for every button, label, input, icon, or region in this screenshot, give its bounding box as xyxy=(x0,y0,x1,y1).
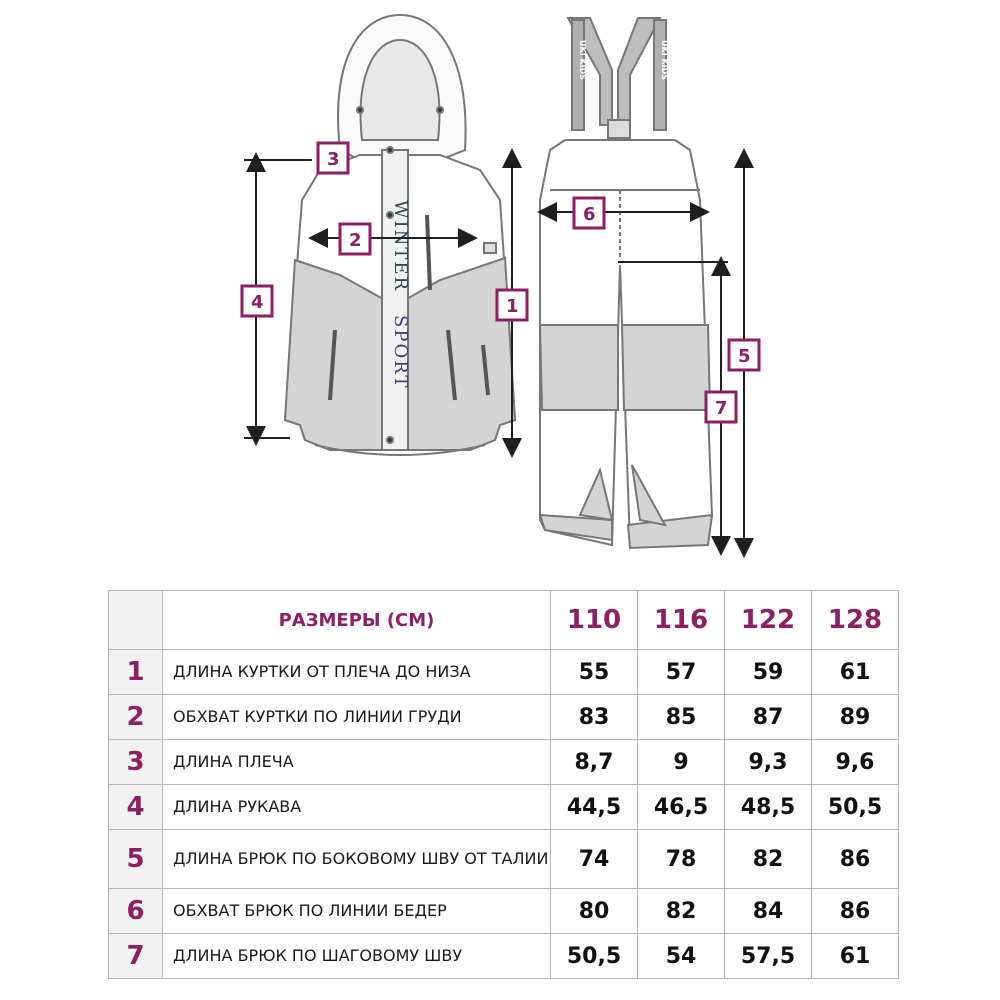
pants-drawing xyxy=(540,18,712,548)
row-value: 57,5 xyxy=(725,934,812,979)
row-label: ДЛИНА БРЮК ПО БОКОВОМУ ШВУ ОТ ТАЛИИ xyxy=(163,830,551,889)
strap-text-right: UKI KIDS xyxy=(660,40,669,81)
jacket-text-winter: WINTER xyxy=(390,200,411,293)
row-value: 80 xyxy=(551,889,638,934)
row-value: 61 xyxy=(812,650,899,695)
jacket-text-sport: SPORT xyxy=(390,315,411,390)
row-label: ОБХВАТ БРЮК ПО ЛИНИИ БЕДЕР xyxy=(163,889,551,934)
row-value: 87 xyxy=(725,695,812,740)
strap-text-left: UKI KIDS xyxy=(578,40,587,81)
table-corner-cell xyxy=(109,591,163,650)
row-value: 78 xyxy=(638,830,725,889)
size-116: 116 xyxy=(638,591,725,650)
badge-3 xyxy=(318,143,348,173)
size-table xyxy=(108,590,899,979)
table-row xyxy=(109,695,899,740)
row-value: 85 xyxy=(638,695,725,740)
table-row xyxy=(109,830,899,889)
row-label: ДЛИНА РУКАВА xyxy=(163,785,551,830)
row-value: 74 xyxy=(551,830,638,889)
row-value: 50,5 xyxy=(812,785,899,830)
row-value: 83 xyxy=(551,695,638,740)
row-label: ДЛИНА КУРТКИ ОТ ПЛЕЧА ДО НИЗА xyxy=(163,650,551,695)
row-value: 82 xyxy=(638,889,725,934)
row-value: 50,5 xyxy=(551,934,638,979)
badge-5 xyxy=(729,340,759,370)
svg-text:1: 1 xyxy=(506,296,519,317)
row-number: 6 xyxy=(109,889,163,934)
svg-text:3: 3 xyxy=(327,149,340,170)
table-row xyxy=(109,785,899,830)
table-row xyxy=(109,889,899,934)
row-value: 86 xyxy=(812,889,899,934)
table-row xyxy=(109,650,899,695)
row-value: 89 xyxy=(812,695,899,740)
row-number: 5 xyxy=(109,830,163,889)
row-value: 9,6 xyxy=(812,740,899,785)
row-value: 9,3 xyxy=(725,740,812,785)
table-row xyxy=(109,934,899,979)
badge-2 xyxy=(340,224,370,254)
row-number: 2 xyxy=(109,695,163,740)
badge-7 xyxy=(706,392,736,422)
row-value: 59 xyxy=(725,650,812,695)
size-122: 122 xyxy=(725,591,812,650)
row-number: 7 xyxy=(109,934,163,979)
row-value: 46,5 xyxy=(638,785,725,830)
row-value: 55 xyxy=(551,650,638,695)
row-value: 86 xyxy=(812,830,899,889)
table-header-row xyxy=(109,591,899,650)
svg-text:6: 6 xyxy=(583,204,596,225)
svg-text:7: 7 xyxy=(715,398,728,419)
row-value: 54 xyxy=(638,934,725,979)
row-label: ОБХВАТ КУРТКИ ПО ЛИНИИ ГРУДИ xyxy=(163,695,551,740)
row-number: 4 xyxy=(109,785,163,830)
row-value: 9 xyxy=(638,740,725,785)
badge-4 xyxy=(242,286,272,316)
row-value: 82 xyxy=(725,830,812,889)
svg-text:4: 4 xyxy=(251,292,264,313)
row-value: 8,7 xyxy=(551,740,638,785)
row-label: ДЛИНА ПЛЕЧА xyxy=(163,740,551,785)
badge-6 xyxy=(574,198,604,228)
row-value: 57 xyxy=(638,650,725,695)
row-value: 61 xyxy=(812,934,899,979)
row-value: 48,5 xyxy=(725,785,812,830)
svg-text:5: 5 xyxy=(738,346,751,367)
row-number: 1 xyxy=(109,650,163,695)
svg-text:2: 2 xyxy=(349,230,362,251)
table-row xyxy=(109,740,899,785)
row-number: 3 xyxy=(109,740,163,785)
badge-1 xyxy=(497,290,527,320)
row-label: ДЛИНА БРЮК ПО ШАГОВОМУ ШВУ xyxy=(163,934,551,979)
row-value: 84 xyxy=(725,889,812,934)
size-110: 110 xyxy=(551,591,638,650)
row-value: 44,5 xyxy=(551,785,638,830)
table-title: РАЗМЕРЫ (СМ) xyxy=(163,591,551,650)
size-128: 128 xyxy=(812,591,899,650)
